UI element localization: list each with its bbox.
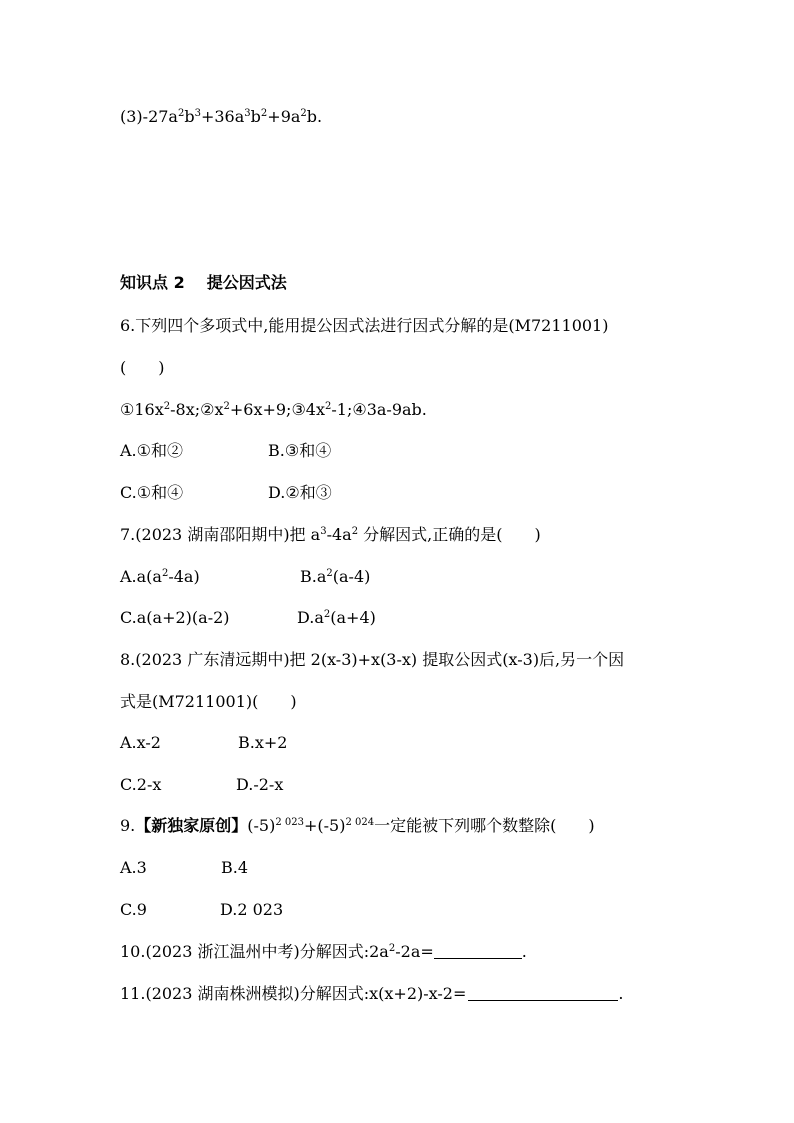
question-text: 7.(2023 湖南邵阳期中)把 a	[120, 525, 321, 544]
option-b[interactable]: B.③和④	[268, 441, 332, 460]
exponent: 2	[177, 108, 185, 119]
option-text: (a+4)	[330, 608, 376, 627]
exponent: 2 024	[345, 817, 375, 828]
q8-options-row1	[120, 732, 287, 754]
section-title: 提公因式法	[206, 273, 287, 292]
answer-blank[interactable]	[434, 942, 522, 959]
question-text: 一定能被下列哪个数整除( )	[374, 816, 595, 835]
expr-text: +36a	[200, 107, 245, 126]
exponent: 2	[223, 401, 230, 412]
option-text: B.a	[300, 567, 327, 586]
option-c[interactable]: C.a(a+2)(a-2)	[120, 608, 230, 627]
question-text: -4a	[326, 525, 352, 544]
exponent: 2	[326, 568, 333, 579]
option-b[interactable]: B.4	[221, 858, 249, 877]
option-text: -4a)	[168, 567, 200, 586]
option-text: D.a	[297, 608, 324, 627]
original-tag: 【新独家原创】	[135, 816, 248, 835]
option-d[interactable]: D.2 023	[220, 900, 284, 919]
option-text: A.a(a	[120, 567, 162, 586]
exponent: 2	[163, 401, 171, 412]
question-text: 11.(2023 湖南株洲模拟)分解因式:x(x+2)-x-2=	[120, 984, 467, 1003]
question-text: +(-5)	[304, 816, 346, 835]
q5-part3-expression	[120, 106, 322, 128]
expr-text: b	[184, 107, 195, 126]
option-b[interactable]: B.x+2	[238, 733, 288, 752]
exponent: 2	[388, 943, 396, 954]
exponent: 3	[244, 108, 251, 119]
section-heading	[120, 272, 287, 294]
question-number: 9.	[120, 816, 136, 835]
option-d[interactable]	[297, 607, 376, 629]
q7-options-row2	[120, 607, 376, 629]
q11-stem	[120, 983, 623, 1005]
item-text: -8x;②x	[170, 400, 224, 419]
question-text: 10.(2023 浙江温州中考)分解因式:2a	[120, 942, 389, 961]
option-b[interactable]	[300, 566, 370, 588]
expr-text: b	[250, 107, 261, 126]
question-text: 分解因式,正确的是( )	[358, 525, 541, 544]
q10-stem	[120, 941, 527, 963]
question-text: .	[521, 942, 527, 961]
item-text: ①16x	[120, 400, 164, 419]
question-text: .	[618, 984, 624, 1003]
option-a[interactable]: A.3	[120, 858, 147, 877]
q9-options-row2	[120, 899, 283, 921]
exponent: 2	[260, 108, 268, 119]
option-a[interactable]	[120, 566, 300, 588]
q6-options-row2	[120, 482, 332, 504]
q9-stem	[120, 815, 595, 837]
q6-options-row1	[120, 440, 331, 462]
exponent: 2 023	[275, 817, 304, 828]
q7-options-row1	[120, 566, 370, 588]
q6-items	[120, 399, 427, 421]
q7-stem	[120, 524, 541, 546]
q8-stem-line2	[120, 691, 297, 713]
answer-paren: ( )	[120, 358, 165, 377]
exponent: 3	[194, 108, 201, 119]
question-text: 式是(M7211001)( )	[120, 692, 297, 711]
expr-text: b.	[306, 107, 323, 126]
item-text: +6x+9;③4x	[229, 400, 325, 419]
option-d[interactable]: D.②和③	[268, 483, 332, 502]
q6-answer-paren	[120, 357, 165, 379]
option-a[interactable]: A.x-2	[120, 733, 161, 752]
q8-options-row2	[120, 774, 283, 796]
expr-text: +9a	[267, 107, 301, 126]
q6-stem	[120, 315, 608, 337]
exponent: 2	[325, 401, 332, 412]
question-text: -2a=	[395, 942, 434, 961]
option-d[interactable]: D.-2-x	[236, 775, 284, 794]
exponent: 2	[300, 108, 307, 119]
q8-stem-line1	[120, 649, 624, 671]
section-label: 知识点 2	[120, 273, 185, 292]
question-text: (-5)	[247, 816, 276, 835]
exponent: 2	[323, 609, 331, 620]
item-text: -1;④3a-9ab.	[331, 400, 427, 419]
option-c[interactable]: C.2-x	[120, 775, 162, 794]
answer-blank[interactable]	[468, 984, 618, 1001]
exponent: 2	[161, 568, 169, 579]
option-c[interactable]: C.①和④	[120, 483, 184, 502]
question-text: 6.下列四个多项式中,能用提公因式法进行因式分解的是(M7211001)	[120, 316, 609, 335]
expr-text: (3)-27a	[120, 107, 178, 126]
exponent: 2	[351, 526, 359, 537]
q9-options-row1	[120, 857, 248, 879]
option-c[interactable]: C.9	[120, 900, 147, 919]
option-text: (a-4)	[332, 567, 371, 586]
exponent: 3	[320, 526, 327, 537]
option-a[interactable]: A.①和②	[120, 441, 183, 460]
question-text: 8.(2023 广东清远期中)把 2(x-3)+x(3-x) 提取公因式(x-3)后,另一个因	[120, 650, 625, 669]
